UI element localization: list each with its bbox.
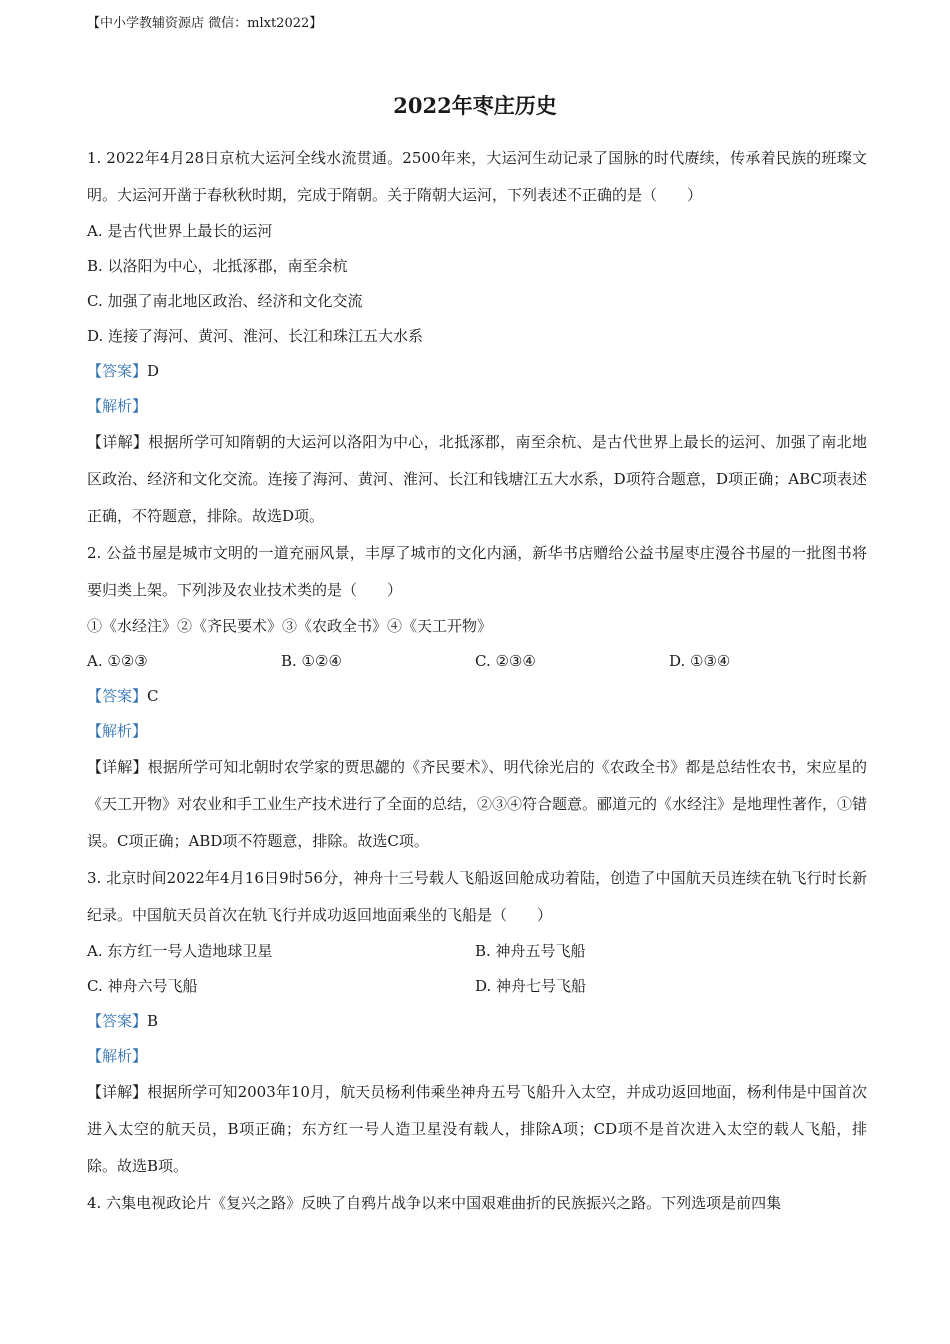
option-c: C. 加强了南北地区政治、经济和文化交流 (87, 292, 363, 310)
detail-text: 根据所学可知北朝时农学家的贾思勰的《齐民要术》、明代徐光启的《农政全书》都是总结性农书，宋应星的《天工开物》对农业和手工业生产技术进行了全面的总结，②③④符合题意。郦道元的《水经注》是地理性著作，①错误。C项正确；ABD项不符题意，排除。故选C项。 (87, 758, 868, 850)
option-a: A. ①②③ (87, 652, 148, 670)
analysis-label: 【解析】 (87, 397, 148, 415)
document-body (87, 140, 867, 1222)
question-stem: 3. 北京时间2022年4月16日9时56分，神舟十三号载人飞船返回舱成功着陆，创造了中国航天员连续在轨飞行时长新纪录。中国航天员首次在轨飞行并成功返回地面乘坐的飞船是（ ） (87, 869, 867, 924)
analysis-label: 【解析】 (87, 1047, 148, 1065)
answer-label: 【答案】 (87, 362, 148, 380)
analysis-line (87, 389, 867, 424)
detail-paragraph (87, 1074, 867, 1185)
answer-label: 【答案】 (87, 687, 148, 705)
options-row (87, 644, 867, 679)
detail-label: 【详解】 (87, 433, 149, 451)
option-d: D. 连接了海河、黄河、淮河、长江和珠江五大水系 (87, 327, 424, 345)
options-row-2 (87, 969, 867, 1004)
question-3 (87, 860, 867, 1185)
analysis-line (87, 714, 867, 749)
answer-line (87, 1004, 867, 1039)
option-b: B. ①②④ (281, 652, 342, 670)
detail-label: 【详解】 (87, 758, 148, 776)
option-a: A. 是古代世界上最长的运河 (87, 222, 273, 240)
option-d: D. 神舟七号飞船 (475, 977, 587, 995)
option-b: B. 神舟五号飞船 (475, 942, 586, 960)
detail-paragraph (87, 749, 867, 860)
answer-value: D (147, 362, 160, 380)
detail-label: 【详解】 (87, 1083, 148, 1101)
option-d: D. ①③④ (669, 652, 731, 670)
question-4 (87, 1185, 867, 1222)
question-stem: 1. 2022年4月28日京杭大运河全线水流贯通。2500年来，大运河生动记录了国脉的时代赓续，传承着民族的班璨文明。大运河开凿于春秋秋时期，完成于隋朝。关于隋朝大运河，下列表述不正确的是（ ） (87, 149, 867, 204)
answer-value: C (147, 687, 159, 705)
answer-value: B (147, 1012, 159, 1030)
answer-line (87, 354, 867, 389)
option-b: B. 以洛阳为中心，北抵涿郡，南至余杭 (87, 257, 348, 275)
analysis-label: 【解析】 (87, 722, 148, 740)
options-row-1 (87, 934, 867, 969)
option-a: A. 东方红一号人造地球卫星 (87, 942, 273, 960)
answer-label: 【答案】 (87, 1012, 148, 1030)
detail-text: 根据所学可知2003年10月，航天员杨利伟乘坐神舟五号飞船升入太空，并成功返回地面，杨利伟是中国首次进入太空的航天员，B项正确；东方红一号人造卫星没有载人，排除A项；CD项不是首次进入太空的载人飞船，排除。故选B项。 (87, 1083, 867, 1175)
option-c: C. ②③④ (475, 652, 536, 670)
question-stem: 4. 六集电视政论片《复兴之路》反映了自鸦片战争以来中国艰难曲折的民族振兴之路。下列选项是前四集 (87, 1194, 782, 1212)
detail-text: 根据所学可知隋朝的大运河以洛阳为中心，北抵涿郡，南至余杭、是古代世界上最长的运河、加强了南北地区政治、经济和文化交流。连接了海河、黄河、淮河、长江和钱塘江五大水系，D项符合题意，D项正确；ABC项表述正确，不符题意，排除。故选D项。 (87, 433, 867, 525)
detail-paragraph (87, 424, 867, 535)
page-title: 2022年枣庄历史 (393, 93, 557, 118)
question-stem: 2. 公益书屋是城市文明的一道充丽风景，丰厚了城市的文化内涵，新华书店赠给公益书屋枣庄漫谷书屋的一批图书将要归类上架。下列涉及农业技术类的是（ ） (87, 544, 867, 599)
answer-line (87, 679, 867, 714)
question-materials: ①《水经注》②《齐民要术》③《农政全书》④《天工开物》 (87, 617, 493, 635)
option-c: C. 神舟六号飞船 (87, 977, 198, 995)
question-1 (87, 140, 867, 535)
analysis-line (87, 1039, 867, 1074)
source-header: 【中小学教辅资源店 微信：mlxt2022】 (87, 16, 323, 31)
question-2 (87, 535, 867, 860)
